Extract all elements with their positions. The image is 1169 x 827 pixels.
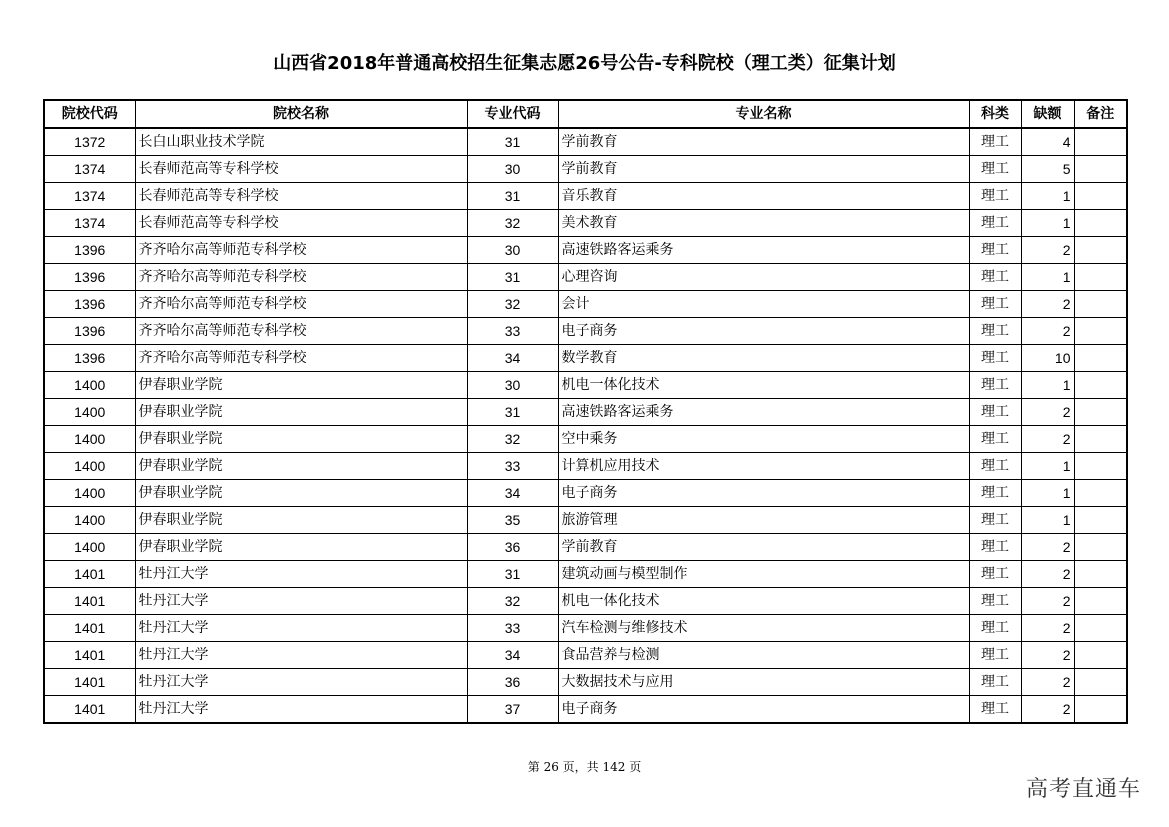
cell-category: 理工 (969, 561, 1021, 588)
cell-major-code: 32 (467, 426, 558, 453)
cell-quota: 2 (1021, 291, 1074, 318)
cell-remark (1074, 318, 1127, 345)
cell-major-name: 美术教育 (558, 210, 969, 237)
cell-school-code: 1374 (44, 210, 135, 237)
cell-school-code: 1400 (44, 507, 135, 534)
cell-category: 理工 (969, 615, 1021, 642)
table-row (44, 426, 1127, 453)
cell-school-name: 伊春职业学院 (135, 399, 467, 426)
table-row (44, 534, 1127, 561)
cell-major-name: 会计 (558, 291, 969, 318)
cell-major-name: 机电一体化技术 (558, 372, 969, 399)
cell-major-name: 空中乘务 (558, 426, 969, 453)
cell-major-code: 30 (467, 372, 558, 399)
cell-school-name: 长春师范高等专科学校 (135, 210, 467, 237)
cell-quota: 2 (1021, 399, 1074, 426)
cell-major-name: 心理咨询 (558, 264, 969, 291)
cell-school-code: 1396 (44, 291, 135, 318)
cell-remark (1074, 426, 1127, 453)
cell-major-name: 汽车检测与维修技术 (558, 615, 969, 642)
enrollment-plan-table (43, 99, 1128, 724)
cell-school-name: 齐齐哈尔高等师范专科学校 (135, 264, 467, 291)
header-remark: 备注 (1074, 100, 1127, 128)
cell-quota: 2 (1021, 669, 1074, 696)
cell-remark (1074, 237, 1127, 264)
table-row (44, 291, 1127, 318)
cell-school-code: 1401 (44, 588, 135, 615)
table-row (44, 507, 1127, 534)
cell-category: 理工 (969, 480, 1021, 507)
cell-quota: 1 (1021, 264, 1074, 291)
cell-major-name: 音乐教育 (558, 183, 969, 210)
cell-major-name: 学前教育 (558, 128, 969, 156)
cell-major-name: 食品营养与检测 (558, 642, 969, 669)
cell-school-code: 1400 (44, 426, 135, 453)
cell-school-name: 牡丹江大学 (135, 696, 467, 724)
cell-category: 理工 (969, 345, 1021, 372)
cell-quota: 2 (1021, 642, 1074, 669)
cell-school-code: 1401 (44, 696, 135, 724)
table-row (44, 399, 1127, 426)
cell-school-name: 伊春职业学院 (135, 426, 467, 453)
cell-remark (1074, 210, 1127, 237)
cell-major-name: 大数据技术与应用 (558, 669, 969, 696)
cell-quota: 2 (1021, 426, 1074, 453)
cell-quota: 2 (1021, 561, 1074, 588)
cell-major-name: 电子商务 (558, 318, 969, 345)
watermark: 高考直通车 (1025, 777, 1141, 802)
cell-remark (1074, 507, 1127, 534)
table-row (44, 669, 1127, 696)
page-footer: 第 26 页，共 142 页 (527, 760, 642, 774)
table-row (44, 345, 1127, 372)
cell-school-name: 长春师范高等专科学校 (135, 156, 467, 183)
cell-remark (1074, 615, 1127, 642)
cell-major-name: 学前教育 (558, 534, 969, 561)
cell-school-code: 1374 (44, 156, 135, 183)
cell-major-name: 计算机应用技术 (558, 453, 969, 480)
table-row (44, 480, 1127, 507)
cell-school-name: 牡丹江大学 (135, 615, 467, 642)
cell-school-name: 伊春职业学院 (135, 480, 467, 507)
cell-quota: 1 (1021, 507, 1074, 534)
header-quota: 缺额 (1021, 100, 1074, 128)
cell-school-name: 齐齐哈尔高等师范专科学校 (135, 291, 467, 318)
table-row (44, 128, 1127, 156)
cell-remark (1074, 291, 1127, 318)
cell-category: 理工 (969, 128, 1021, 156)
cell-major-code: 35 (467, 507, 558, 534)
cell-major-code: 31 (467, 128, 558, 156)
cell-remark (1074, 345, 1127, 372)
header-school-code: 院校代码 (44, 100, 135, 128)
cell-school-code: 1401 (44, 669, 135, 696)
cell-school-code: 1400 (44, 534, 135, 561)
cell-quota: 4 (1021, 128, 1074, 156)
header-major-code: 专业代码 (467, 100, 558, 128)
cell-remark (1074, 264, 1127, 291)
cell-category: 理工 (969, 534, 1021, 561)
cell-school-code: 1400 (44, 480, 135, 507)
cell-major-code: 34 (467, 345, 558, 372)
cell-major-code: 31 (467, 399, 558, 426)
cell-remark (1074, 534, 1127, 561)
cell-school-code: 1400 (44, 399, 135, 426)
header-major-name: 专业名称 (558, 100, 969, 128)
cell-school-name: 伊春职业学院 (135, 507, 467, 534)
table-header-row (44, 100, 1127, 128)
cell-major-code: 33 (467, 318, 558, 345)
cell-category: 理工 (969, 507, 1021, 534)
cell-category: 理工 (969, 399, 1021, 426)
table-row (44, 237, 1127, 264)
cell-major-code: 33 (467, 453, 558, 480)
cell-remark (1074, 588, 1127, 615)
cell-school-code: 1396 (44, 345, 135, 372)
table-row (44, 696, 1127, 724)
cell-school-name: 齐齐哈尔高等师范专科学校 (135, 237, 467, 264)
cell-quota: 5 (1021, 156, 1074, 183)
cell-remark (1074, 696, 1127, 724)
cell-major-code: 31 (467, 264, 558, 291)
cell-major-code: 34 (467, 480, 558, 507)
cell-remark (1074, 453, 1127, 480)
header-school-name: 院校名称 (135, 100, 467, 128)
cell-category: 理工 (969, 696, 1021, 724)
cell-school-code: 1372 (44, 128, 135, 156)
table-row (44, 561, 1127, 588)
cell-quota: 2 (1021, 237, 1074, 264)
cell-category: 理工 (969, 264, 1021, 291)
cell-major-code: 33 (467, 615, 558, 642)
cell-category: 理工 (969, 669, 1021, 696)
cell-school-name: 牡丹江大学 (135, 561, 467, 588)
cell-quota: 2 (1021, 318, 1074, 345)
cell-major-name: 电子商务 (558, 480, 969, 507)
cell-quota: 1 (1021, 480, 1074, 507)
cell-major-code: 36 (467, 534, 558, 561)
cell-school-name: 伊春职业学院 (135, 453, 467, 480)
cell-major-name: 机电一体化技术 (558, 588, 969, 615)
cell-quota: 2 (1021, 534, 1074, 561)
cell-major-name: 旅游管理 (558, 507, 969, 534)
cell-school-name: 伊春职业学院 (135, 534, 467, 561)
cell-school-name: 齐齐哈尔高等师范专科学校 (135, 345, 467, 372)
cell-category: 理工 (969, 372, 1021, 399)
cell-school-code: 1374 (44, 183, 135, 210)
cell-category: 理工 (969, 156, 1021, 183)
page-title: 山西省2018年普通高校招生征集志愿26号公告-专科院校（理工类）征集计划 (273, 53, 896, 74)
cell-remark (1074, 399, 1127, 426)
cell-quota: 1 (1021, 183, 1074, 210)
table-row (44, 615, 1127, 642)
cell-school-name: 牡丹江大学 (135, 669, 467, 696)
cell-remark (1074, 669, 1127, 696)
cell-major-name: 建筑动画与模型制作 (558, 561, 969, 588)
table-row (44, 372, 1127, 399)
table-row (44, 453, 1127, 480)
table-row (44, 156, 1127, 183)
cell-remark (1074, 183, 1127, 210)
cell-major-name: 数学教育 (558, 345, 969, 372)
cell-category: 理工 (969, 210, 1021, 237)
table-row (44, 183, 1127, 210)
cell-major-code: 32 (467, 291, 558, 318)
cell-category: 理工 (969, 426, 1021, 453)
cell-major-code: 32 (467, 210, 558, 237)
cell-category: 理工 (969, 318, 1021, 345)
header-category: 科类 (969, 100, 1021, 128)
table-row (44, 642, 1127, 669)
cell-school-code: 1396 (44, 264, 135, 291)
cell-school-name: 长春师范高等专科学校 (135, 183, 467, 210)
cell-major-code: 30 (467, 156, 558, 183)
cell-school-code: 1396 (44, 237, 135, 264)
cell-major-code: 31 (467, 561, 558, 588)
cell-school-name: 牡丹江大学 (135, 588, 467, 615)
cell-remark (1074, 561, 1127, 588)
table-row (44, 264, 1127, 291)
cell-major-name: 电子商务 (558, 696, 969, 724)
table-row (44, 588, 1127, 615)
cell-remark (1074, 372, 1127, 399)
cell-school-code: 1401 (44, 561, 135, 588)
cell-remark (1074, 642, 1127, 669)
cell-quota: 2 (1021, 696, 1074, 724)
cell-remark (1074, 480, 1127, 507)
cell-category: 理工 (969, 291, 1021, 318)
cell-quota: 10 (1021, 345, 1074, 372)
table-body (44, 128, 1127, 723)
cell-school-name: 长白山职业技术学院 (135, 128, 467, 156)
cell-school-code: 1400 (44, 372, 135, 399)
cell-major-code: 32 (467, 588, 558, 615)
cell-quota: 2 (1021, 615, 1074, 642)
cell-category: 理工 (969, 237, 1021, 264)
cell-school-code: 1400 (44, 453, 135, 480)
cell-category: 理工 (969, 453, 1021, 480)
cell-school-name: 伊春职业学院 (135, 372, 467, 399)
table-row (44, 318, 1127, 345)
table-row (44, 210, 1127, 237)
cell-school-code: 1401 (44, 615, 135, 642)
cell-school-code: 1396 (44, 318, 135, 345)
cell-quota: 2 (1021, 588, 1074, 615)
cell-major-code: 34 (467, 642, 558, 669)
cell-school-code: 1401 (44, 642, 135, 669)
cell-quota: 1 (1021, 210, 1074, 237)
cell-major-name: 高速铁路客运乘务 (558, 237, 969, 264)
cell-major-name: 高速铁路客运乘务 (558, 399, 969, 426)
cell-category: 理工 (969, 642, 1021, 669)
cell-major-code: 36 (467, 669, 558, 696)
cell-major-code: 30 (467, 237, 558, 264)
cell-school-name: 牡丹江大学 (135, 642, 467, 669)
cell-category: 理工 (969, 588, 1021, 615)
cell-remark (1074, 156, 1127, 183)
cell-quota: 1 (1021, 372, 1074, 399)
cell-remark (1074, 128, 1127, 156)
cell-quota: 1 (1021, 453, 1074, 480)
cell-major-name: 学前教育 (558, 156, 969, 183)
cell-major-code: 37 (467, 696, 558, 724)
cell-school-name: 齐齐哈尔高等师范专科学校 (135, 318, 467, 345)
cell-category: 理工 (969, 183, 1021, 210)
cell-major-code: 31 (467, 183, 558, 210)
